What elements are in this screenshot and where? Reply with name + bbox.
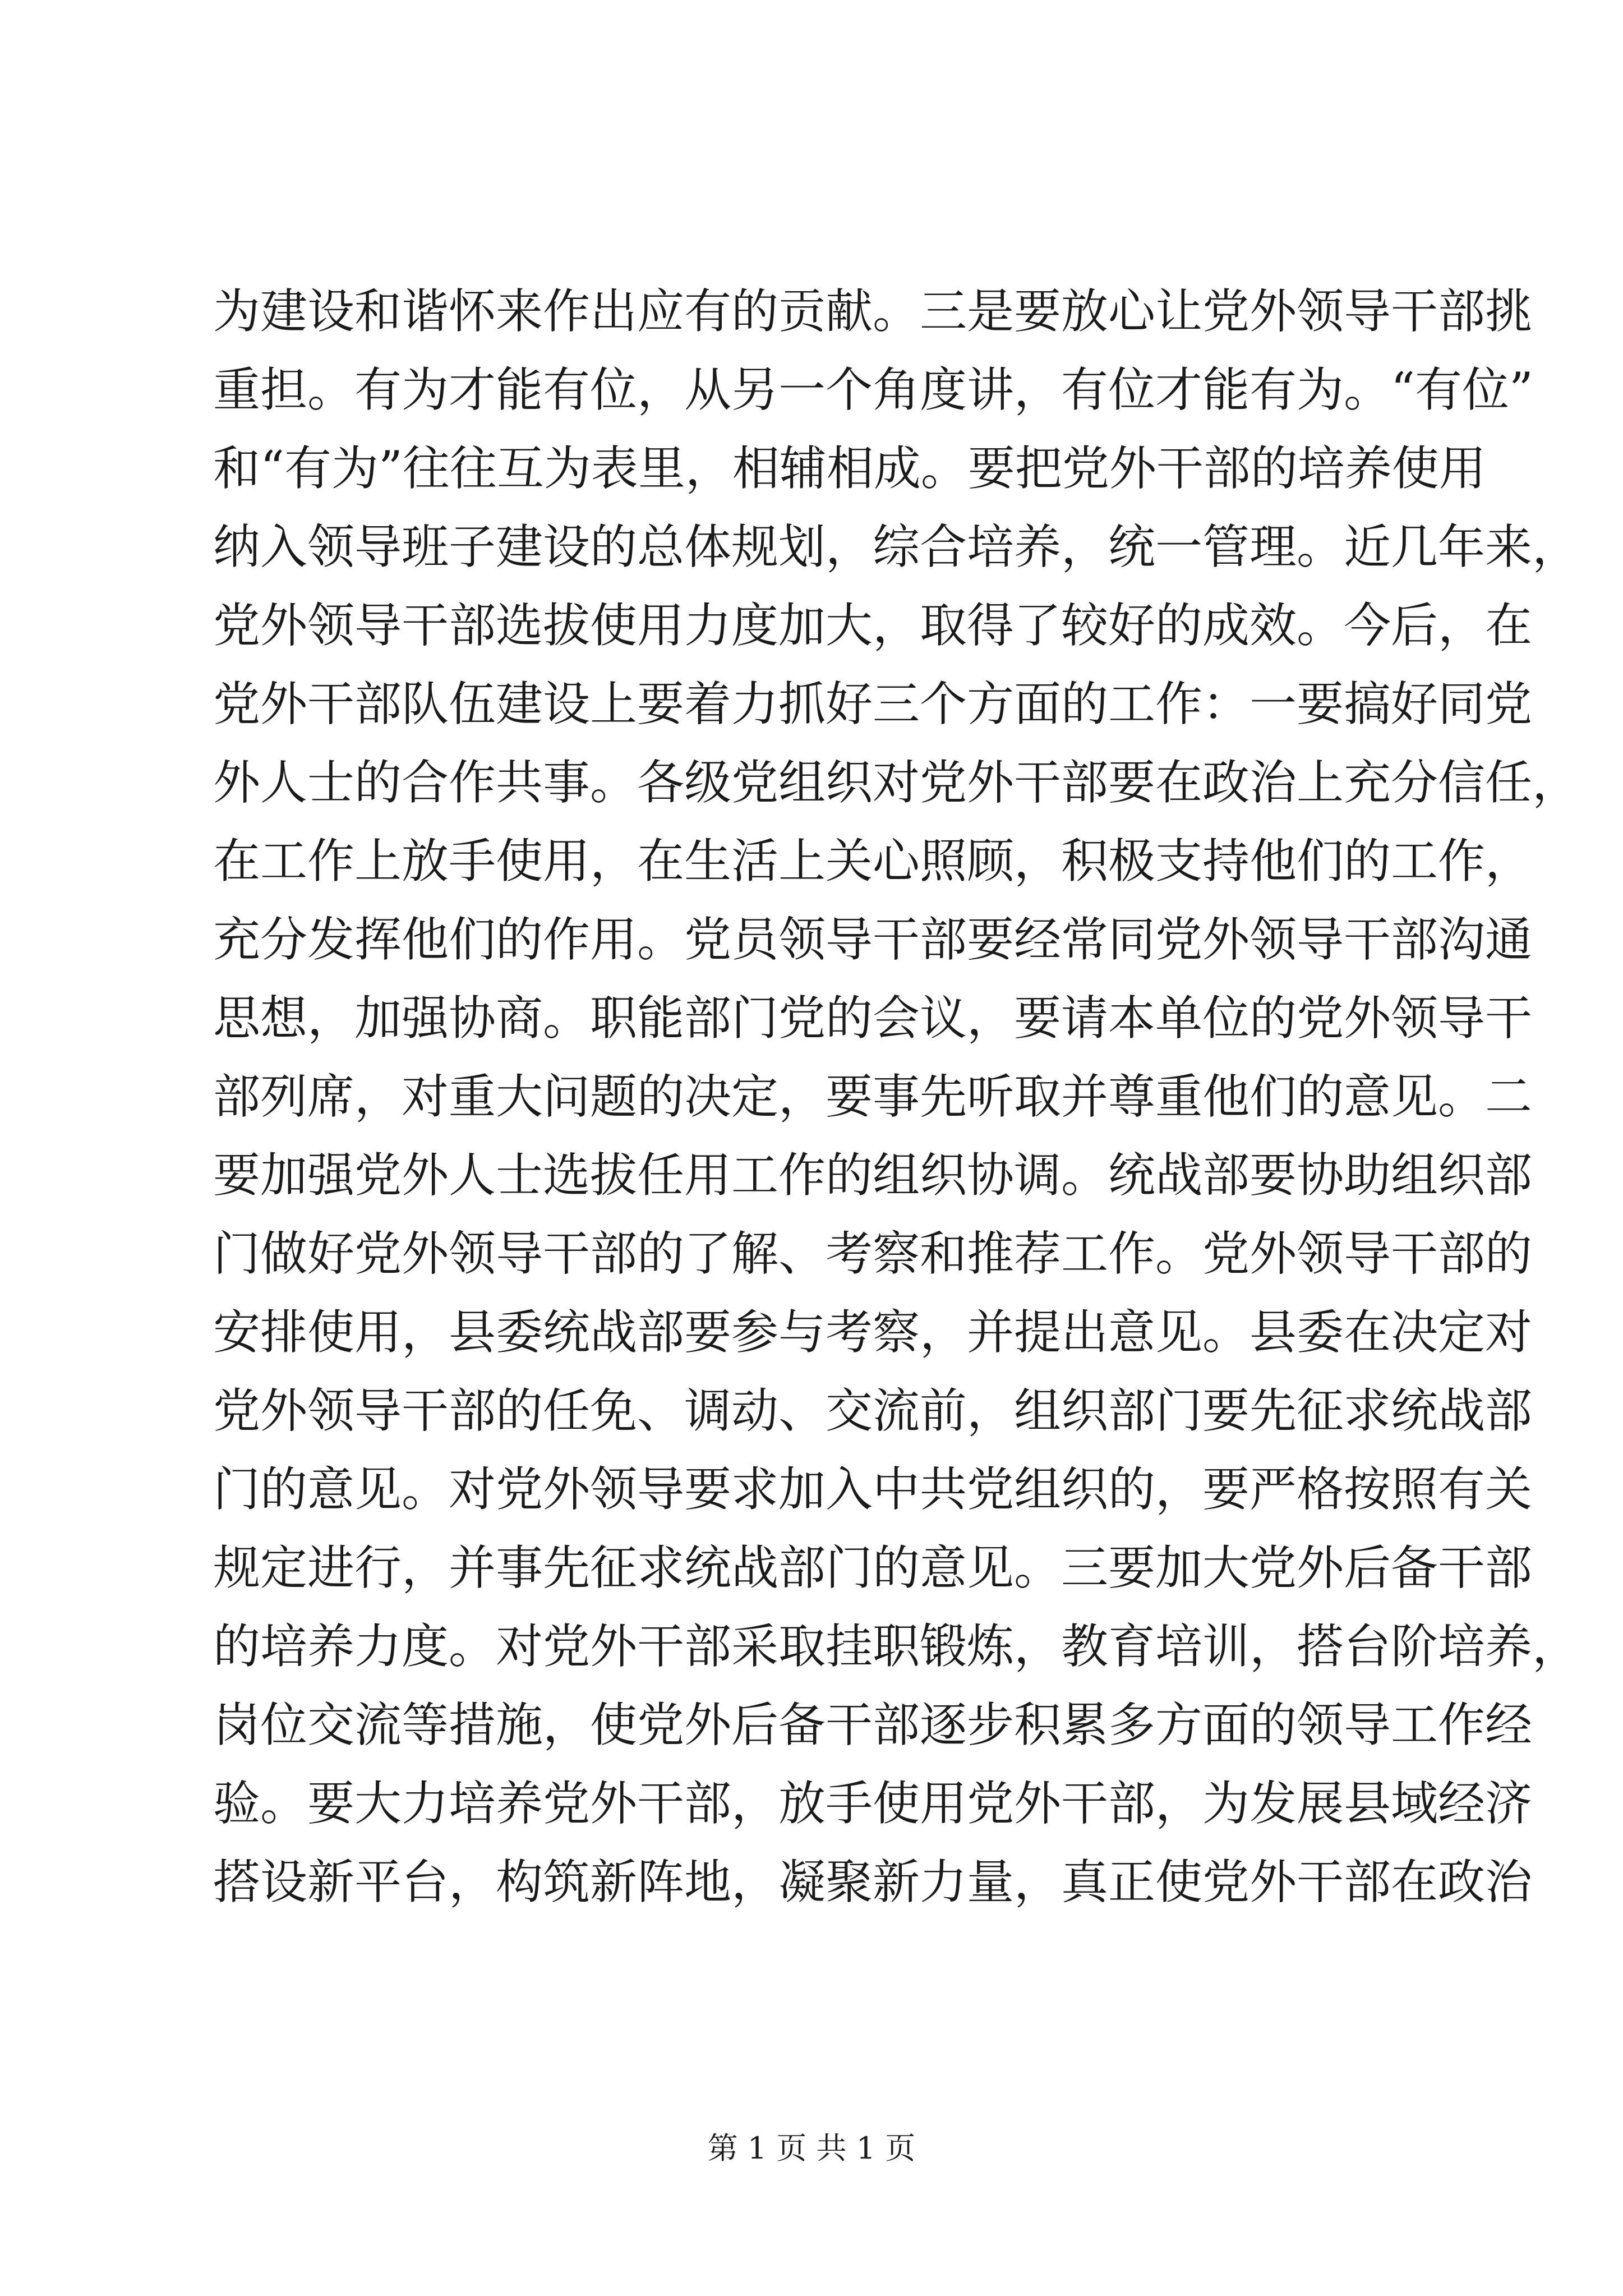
text-line: 充分发挥他们的作用。党员领导干部要经常同党外领导干部沟通 bbox=[213, 912, 1533, 967]
text-line: 重担。有为才能有位，从另一个角度讲，有位才能有为。“有位” bbox=[213, 362, 1533, 417]
text-line: 纳入领导班子建设的总体规划，综合培养，统一管理。近几年来， bbox=[213, 519, 1580, 574]
text-line: 门的意见。对党外领导要求加入中共党组织的，要严格按照有关 bbox=[213, 1462, 1533, 1517]
text-line: 安排使用，县委统战部要参与考察，并提出意见。县委在决定对 bbox=[213, 1305, 1533, 1360]
text-line: 党外干部队伍建设上要着力抓好三个方面的工作：一要搞好同党 bbox=[213, 677, 1533, 731]
text-line: 验。要大力培养党外干部，放手使用党外干部，为发展县域经济 bbox=[213, 1776, 1533, 1831]
page-footer: 第 1 页 共 1 页 bbox=[707, 2131, 916, 2166]
text-line: 规定进行，并事先征求统战部门的意见。三要加大党外后备干部 bbox=[213, 1540, 1533, 1595]
text-line: 外人士的合作共事。各级党组织对党外干部要在政治上充分信任， bbox=[213, 755, 1580, 810]
text-line: 党外领导干部的任免、调动、交流前，组织部门要先征求统战部 bbox=[213, 1383, 1533, 1438]
text-line: 搭设新平台，构筑新阵地，凝聚新力量，真正使党外干部在政治 bbox=[213, 1855, 1533, 1910]
text-line: 的培养力度。对党外干部采取挂职锻炼，教育培训，搭台阶培养， bbox=[213, 1619, 1580, 1674]
text-line: 部列席，对重大问题的决定，要事先听取并尊重他们的意见。二 bbox=[213, 1069, 1533, 1124]
text-line: 岗位交流等措施，使党外后备干部逐步积累多方面的领导工作经 bbox=[213, 1697, 1533, 1752]
text-line: 为建设和谐怀来作出应有的贡献。三是要放心让党外领导干部挑 bbox=[213, 284, 1533, 339]
text-line: 思想，加强协商。职能部门党的会议，要请本单位的党外领导干 bbox=[213, 991, 1533, 1046]
text-line: 门做好党外领导干部的了解、考察和推荐工作。党外领导干部的 bbox=[213, 1226, 1533, 1281]
text-line: 和“有为”往往互为表里，相辅相成。要把党外干部的培养使用 bbox=[213, 441, 1486, 496]
text-line: 要加强党外人士选拔任用工作的组织协调。统战部要协助组织部 bbox=[213, 1148, 1533, 1203]
text-line: 党外领导干部选拔使用力度加大，取得了较好的成效。今后，在 bbox=[213, 598, 1533, 653]
text-line: 在工作上放手使用，在生活上关心照顾，积极支持他们的工作， bbox=[213, 834, 1533, 889]
